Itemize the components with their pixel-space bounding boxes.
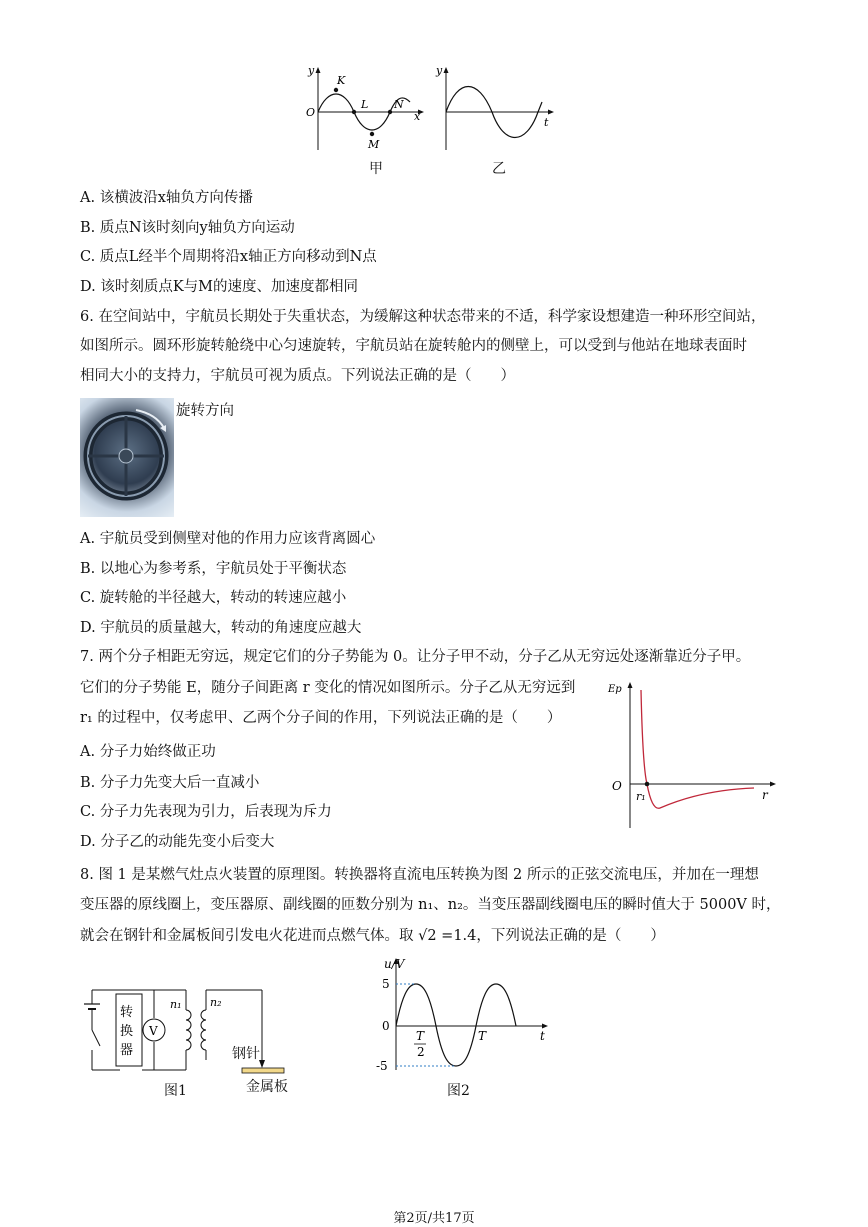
q6-option-d: D. 宇航员的质量越大，转动的角速度应越大 [80, 620, 362, 636]
q6-stem-1: 6. 在空间站中，宇航员长期处于失重状态，为缓解这种状态带来的不适，科学家设想建造一种环形空间站， [80, 309, 766, 325]
q6-option-b: B. 以地心为参考系，宇航员处于平衡状态 [80, 561, 347, 577]
q8-stem-1: 8. 图 1 是某燃气灶点火装置的原理图。转换器将直流电压转换为图 2 所示的正弦交流电压，并加在一理想 [80, 867, 759, 883]
converter-label-2: 换 [120, 1024, 134, 1039]
point-N-label: N [394, 98, 404, 111]
needle-label: 钢针 [232, 1046, 260, 1062]
q8-stem-2: 变压器的原线圈上，变压器原、副线圈的匝数分别为 n₁、n₂。当变压器副线圈电压的瞬时值大于 5000V 时， [80, 897, 781, 913]
q5-option-a: A. 该横波沿x轴负方向传播 [80, 190, 253, 206]
q5-option-c: C. 质点L经半个周期将沿x轴正方向移动到N点 [80, 249, 377, 265]
t-axis-label: t [540, 1029, 545, 1043]
q7-option-b: B. 分子力先变大后一直减小 [80, 775, 260, 791]
wave-y-label: y [308, 64, 315, 77]
u-min-label: -5 [376, 1059, 388, 1072]
wave-figure-jia [300, 62, 430, 162]
rotation-direction-label: 旋转方向 [176, 403, 234, 419]
wave-origin: O [306, 106, 316, 119]
q6-option-c: C. 旋转舱的半径越大，转动的转速应越小 [80, 590, 347, 606]
q7-stem-3: r₁ 的过程中，仅考虑甲、乙两个分子间的作用，下列说法正确的是（ ） [80, 710, 562, 726]
converter-label-1: 转 [120, 1005, 134, 1020]
wave-x-label: x [414, 110, 421, 123]
q6-stem-2: 如图所示。圆环形旋转舱绕中心匀速旋转，宇航员站在旋转舱内的侧壁上，可以受到与他站在地球表面时 [80, 338, 747, 354]
ep-axis-label: Ep [608, 684, 622, 695]
point-L-label: L [361, 98, 369, 111]
q5-option-b: B. 质点N该时刻向y轴负方向运动 [80, 220, 295, 236]
q7-option-c: C. 分子力先表现为引力，后表现为斥力 [80, 804, 332, 820]
plate-label: 金属板 [246, 1079, 288, 1095]
n1-label: n₁ [170, 998, 182, 1011]
wave-caption-jia: 甲 [369, 161, 383, 177]
period-label: T [478, 1029, 487, 1043]
page-number: 第2页/共17页 [393, 1211, 475, 1226]
wave-figure-yi [432, 62, 562, 162]
voltage-graph [360, 952, 560, 1072]
fig2-caption: 图2 [447, 1083, 470, 1099]
voltmeter-label: V [149, 1024, 158, 1038]
q6-stem-3: 相同大小的支持力，宇航员可视为质点。下列说法正确的是（ ） [80, 368, 515, 384]
converter-label-3: 器 [120, 1043, 134, 1058]
point-K-label: K [337, 74, 346, 87]
half-period-num: T [416, 1029, 425, 1043]
ep-origin: O [612, 779, 622, 793]
ep-r1-label: r₁ [636, 790, 646, 803]
half-period-den: 2 [417, 1045, 425, 1059]
q7-option-a: A. 分子力始终做正功 [80, 744, 216, 760]
u-origin-label: 0 [382, 1019, 390, 1033]
wave2-y-label: y [436, 64, 443, 77]
ep-r-label: r [762, 788, 768, 802]
n2-label: n₂ [210, 996, 222, 1009]
q7-option-d: D. 分子乙的动能先变小后变大 [80, 834, 275, 850]
u-max-label: 5 [382, 977, 390, 991]
point-M-label: M [368, 138, 380, 151]
u-axis-label: u/V [384, 957, 405, 971]
q7-stem-1: 7. 两个分子相距无穷远，规定它们的分子势能为 0。让分子甲不动，分子乙从无穷远处逐渐靠近分子甲。 [80, 649, 751, 665]
fig1-caption: 图1 [164, 1083, 187, 1099]
wave2-t-label: t [544, 116, 549, 129]
space-station-image [80, 398, 174, 517]
q5-option-d: D. 该时刻质点K与M的速度、加速度都相同 [80, 279, 359, 295]
q8-stem-3: 就会在钢针和金属板间引发电火花进而点燃气体。取 √2 =1.4，下列说法正确的是（ ） [80, 928, 665, 944]
q6-option-a: A. 宇航员受到侧壁对他的作用力应该背离圆心 [80, 531, 376, 547]
q7-stem-2: 它们的分子势能 E，随分子间距离 r 变化的情况如图所示。分子乙从无穷远到 [80, 680, 576, 696]
wave-caption-yi: 乙 [492, 161, 506, 177]
potential-energy-graph [604, 676, 784, 832]
